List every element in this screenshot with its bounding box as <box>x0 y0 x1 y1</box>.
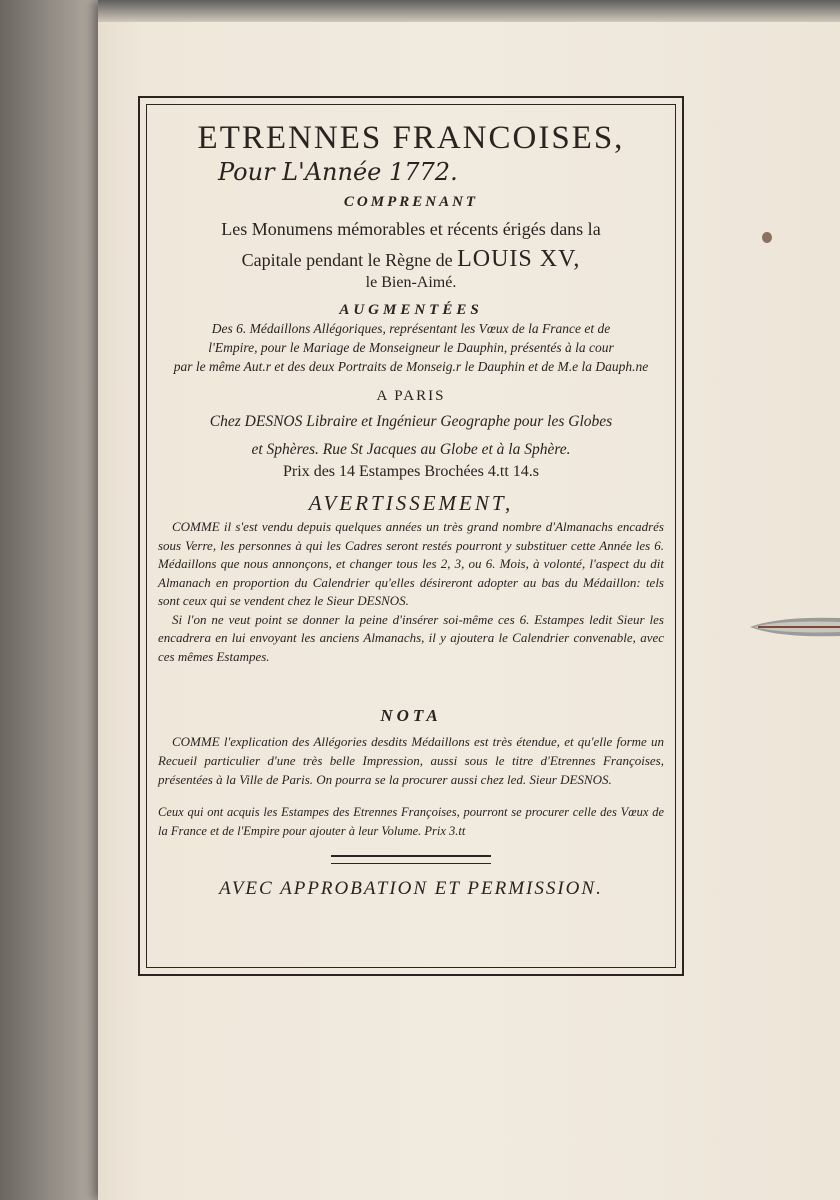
publisher-line-1: Chez DESNOS Libraire et Ingénieur Geographe pour les Globes <box>209 413 613 430</box>
avertissement-heading: AVERTISSEMENT, <box>308 491 514 515</box>
main-title: ETRENNES FRANCOISES, <box>197 120 625 156</box>
louis-xv: LOUIS XV, <box>457 246 581 272</box>
description-line-2 <box>158 247 664 272</box>
augmentees-heading: AUGMENTÉES <box>339 302 483 318</box>
avertissement-paragraph-1: COMME il s'est vendu depuis quelques années un très grand nombre d'Almanachs encadrés sous Verre, les personnes à qui les Cadres seront restés pourront y substituer cette Année les 6. Médaillons que nous annonçons, et changer tous les 2, 3, ou 6. Mois, à volonté, l'aspect du dit Almanach en proportion du Calendrier qu'elles désireront adopter au bas du Médaillon: tels sont ceux qui se vendent chez le Sieur DESNOS. <box>158 519 664 608</box>
avertissement-body <box>158 518 664 666</box>
nota-paragraph: COMME l'explication des Allégories desdits Médaillons est très étendue, et qu'elle forme un Recueil particulier d'une très belle Impression, aussi sous le titre d'Etrennes Françoises, présentées à la Ville de Paris. On pourra se la procurer aussi chez led. Sieur DESNOS. <box>158 734 664 787</box>
augmentees-line-3: par le même Aut.r et des deux Portraits de Monseig.r le Dauphin et de M.e la Dauph.ne <box>173 359 649 374</box>
nota-body <box>158 732 664 789</box>
price-line: Prix des 14 Estampes Brochées 4.tt 14.s <box>283 463 539 480</box>
decorative-rule <box>331 855 491 864</box>
approbation-line: AVEC APPROBATION ET PERMISSION. <box>219 878 603 899</box>
description-line-3: le Bien-Aimé. <box>365 274 457 291</box>
page-top-shadow <box>98 0 840 22</box>
comprenant-heading: COMPRENANT <box>343 194 479 210</box>
publisher-line-2: et Sphères. Rue St Jacques au Globe et à la Sphère. <box>251 441 571 458</box>
description-line-2a: Capitale pendant le Règne de <box>241 250 458 270</box>
augmentees-line-2: l'Empire, pour le Mariage de Monseigneur le Dauphin, présentés à la cour <box>208 340 614 355</box>
augmentees-line-1: Des 6. Médaillons Allégoriques, représentant les Vœux de la France et de <box>211 321 611 336</box>
bookmark-pointer-icon <box>750 612 840 642</box>
avertissement-paragraph-2: Si l'on ne veut point se donner la peine d'insérer soi-même ces 6. Estampes ledit Sieur les encadrera en lui envoyant les anciens Almanachs, il y ajoutera le Calendrier convenable, avec ces mêmes Estampes. <box>158 611 664 664</box>
title-page-content <box>150 108 672 964</box>
description-line-1: Les Monumens mémorables et récents érigés dans la <box>221 219 601 239</box>
nota-heading: NOTA <box>380 706 442 725</box>
year-line: Pour L'Année 1772. <box>218 158 458 186</box>
a-paris: A PARIS <box>376 388 446 404</box>
ink-blot <box>762 232 772 243</box>
ceux-note: Ceux qui ont acquis les Estampes des Etrennes Françoises, pourront se procurer celle des Vœux de la France et de l'Empire pour ajouter à leur Volume. Prix 3.tt <box>158 805 664 838</box>
